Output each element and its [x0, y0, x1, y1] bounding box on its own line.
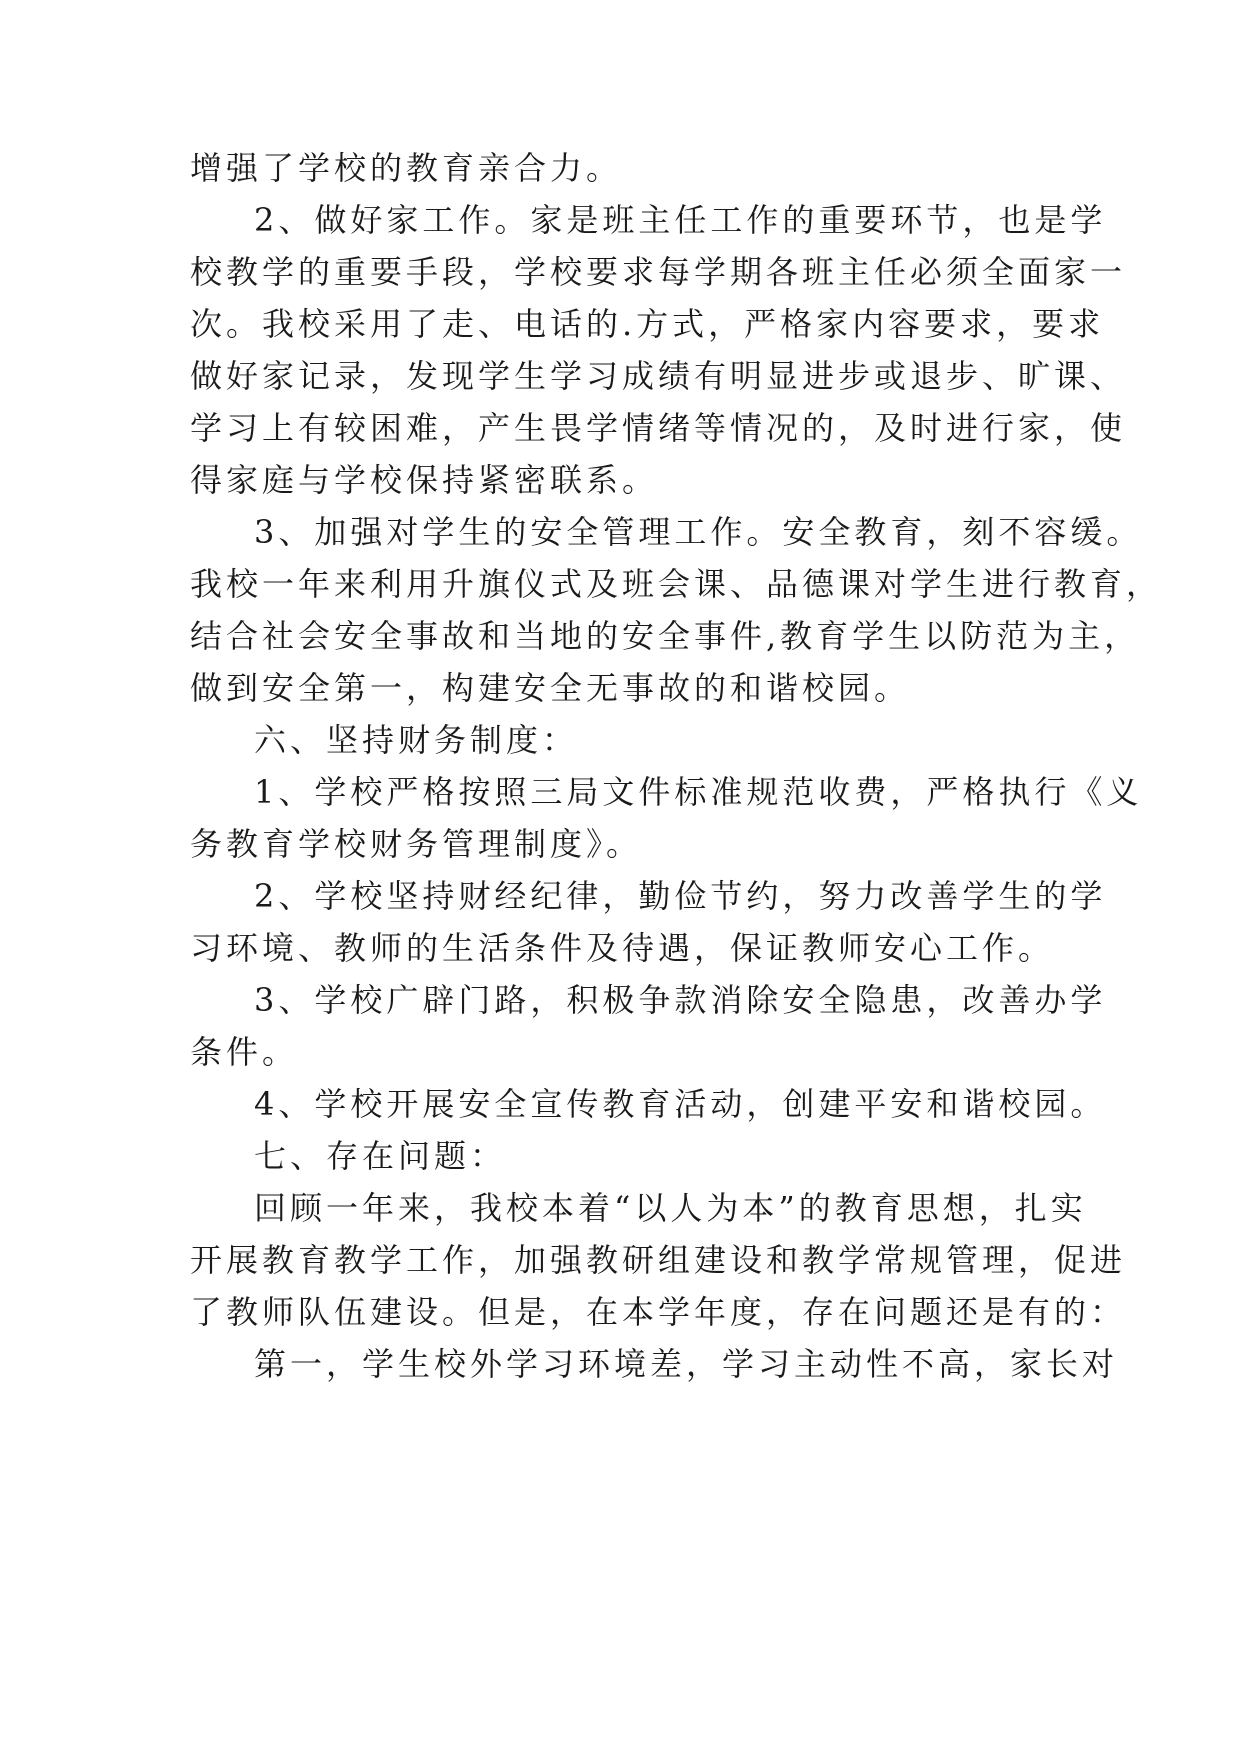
text-line: 结合社会安全事故和当地的安全事件,教育学生以防范为主， — [190, 617, 1141, 655]
text-line: 3、学校广辟门路，积极争款消除安全隐患，改善办学 — [254, 981, 1107, 1019]
text-line: 了教师队伍建设。但是，在本学年度，存在问题还是有的： — [190, 1293, 1127, 1331]
text-line: 学习上有较困难，产生畏学情绪等情况的，及时进行家，使 — [190, 409, 1127, 447]
section-heading: 六、坚持财务制度： — [254, 721, 579, 759]
text-line: 我校一年来利用升旗仪式及班会课、品德课对学生进行教育， — [190, 565, 1163, 603]
section-heading: 七、存在问题： — [254, 1137, 507, 1175]
text-line: 习环境、教师的生活条件及待遇，保证教师安心工作。 — [190, 929, 1055, 967]
text-line: 得家庭与学校保持紧密联系。 — [190, 461, 659, 499]
text-line: 做到安全第一，构建安全无事故的和谐校园。 — [190, 669, 911, 707]
text-line: 2、学校坚持财经纪律，勤俭节约，努力改善学生的学 — [254, 877, 1107, 915]
text-line: 第一，学生校外学习环境差，学习主动性不高，家长对 — [254, 1345, 1119, 1383]
text-line: 回顾一年来，我校本着“以人为本”的教育思想，扎实 — [254, 1189, 1087, 1227]
text-line: 增强了学校的教育亲合力。 — [190, 149, 623, 187]
text-line: 1、学校严格按照三局文件标准规范收费，严格执行《义 — [254, 773, 1143, 811]
text-line: 次。我校采用了走、电话的.方式，严格家内容要求，要求 — [190, 305, 1105, 343]
text-line: 4、学校开展安全宣传教育活动，创建平安和谐校园。 — [254, 1085, 1107, 1123]
text-line: 开展教育教学工作，加强教研组建设和教学常规管理，促进 — [190, 1241, 1127, 1279]
text-line: 务教育学校财务管理制度》。 — [190, 825, 643, 863]
text-line: 2、做好家工作。家是班主任工作的重要环节，也是学 — [254, 201, 1107, 239]
text-line: 校教学的重要手段，学校要求每学期各班主任必须全面家一 — [190, 253, 1127, 291]
text-line: 3、加强对学生的安全管理工作。安全教育，刻不容缓。 — [254, 513, 1143, 551]
text-line: 做好家记录，发现学生学习成绩有明显进步或退步、旷课、 — [190, 357, 1127, 395]
text-line: 条件。 — [190, 1033, 299, 1071]
